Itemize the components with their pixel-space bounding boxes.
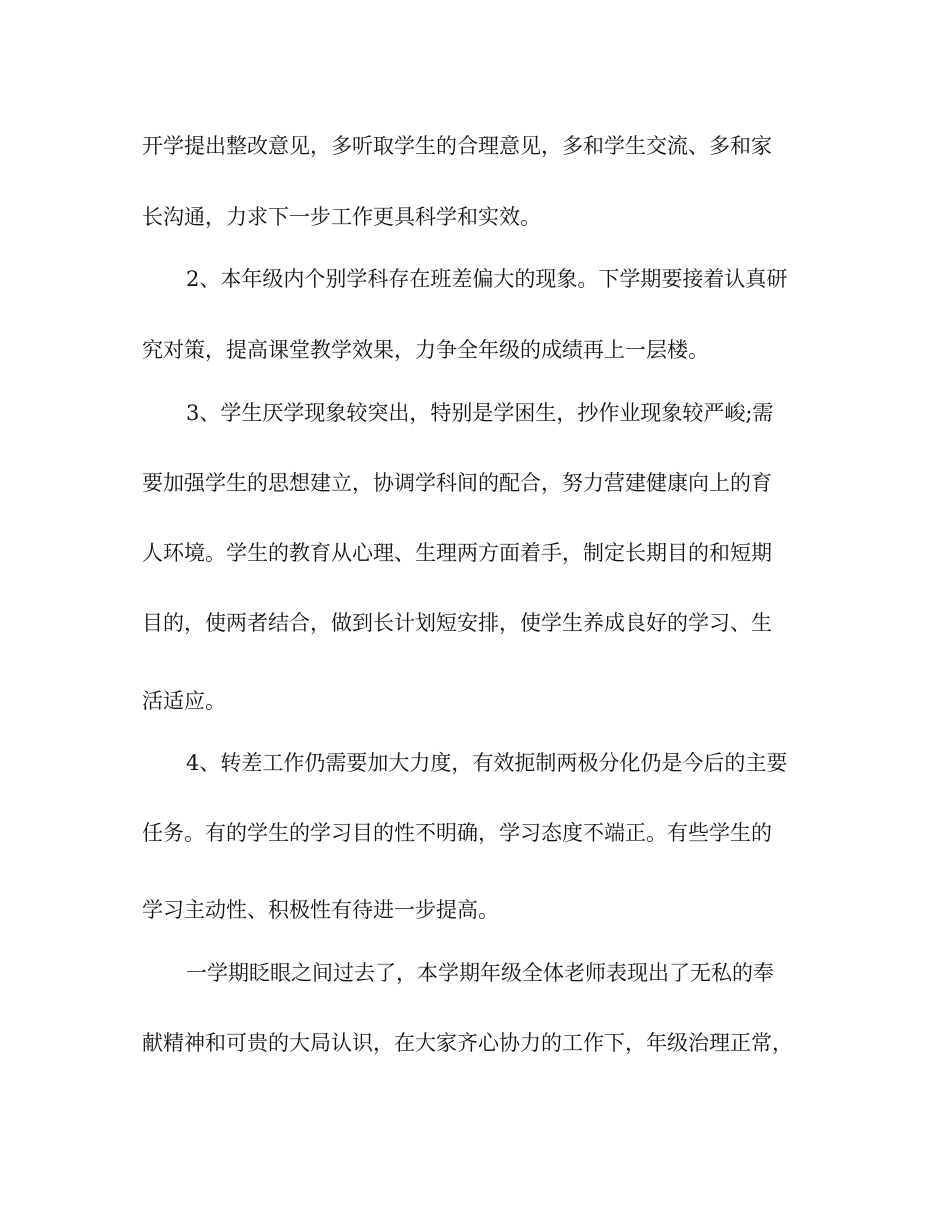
text-line: 献精神和可贵的大局认识，在大家齐心协力的工作下，年级治理正常， [142, 1031, 793, 1055]
paragraph-start-line: 2、本年级内个别学科存在班差偏大的现象。下学期要接着认真研 [186, 267, 788, 291]
paragraph-start-line: 3、学生厌学现象较突出，特别是学困生，抄作业现象较严峻;需 [186, 401, 774, 425]
text-line: 究对策，提高课堂教学效果，力争全年级的成绩再上一层楼。 [142, 338, 709, 362]
text-line: 目的，使两者结合，做到长计划短安排，使学生养成良好的学习、生 [142, 611, 772, 635]
paragraph-start-line: 4、转差工作仍需要加大力度，有效扼制两极分化仍是今后的主要 [186, 751, 788, 775]
paragraph-start-line: 一学期眨眼之间过去了，本学期年级全体老师表现出了无私的奉 [186, 961, 774, 985]
text-line: 开学提出整改意见，多听取学生的合理意见，多和学生交流、多和家 [142, 134, 772, 158]
text-line: 人环境。学生的教育从心理、生理两方面着手，制定长期目的和短期 [142, 541, 772, 565]
text-line: 学习主动性、积极性有待进一步提高。 [142, 898, 499, 922]
text-line: 长沟通，力求下一步工作更具科学和实效。 [142, 205, 541, 229]
text-line: 要加强学生的思想建立，协调学科间的配合，努力营建健康向上的育 [142, 471, 772, 495]
text-line: 活适应。 [142, 689, 226, 713]
text-line: 任务。有的学生的学习目的性不明确，学习态度不端正。有些学生的 [142, 821, 772, 845]
